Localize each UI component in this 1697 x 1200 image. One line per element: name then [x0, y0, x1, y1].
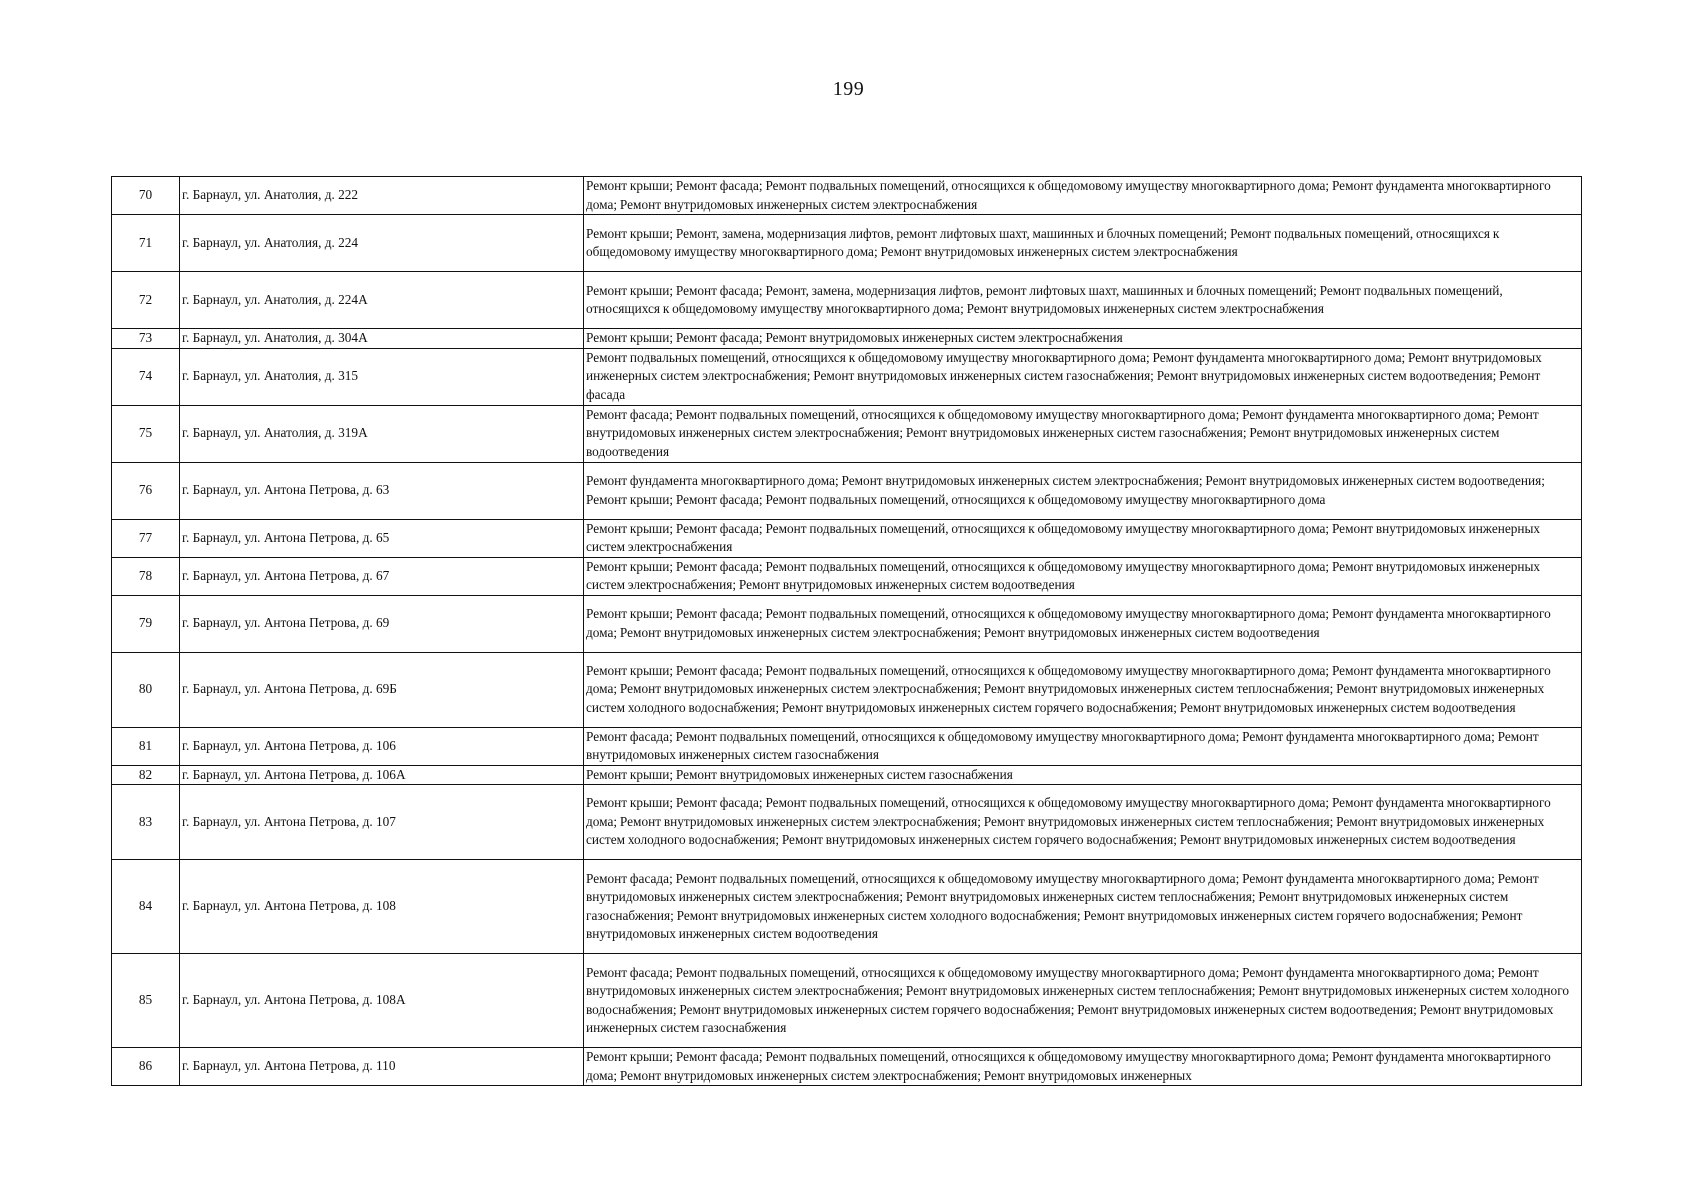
- table-row: [112, 765, 1582, 785]
- row-works: Ремонт подвальных помещений, относящихся к общедомовому имуществу многоквартирного дома; Ремонт фундамента многоквартирного дома; Ремонт внутридомовых инженерных систем электроснабжения; Ремонт внутридомовых инженерных систем газоснабжения; Ремонт внутридомовых инженерных систем водоотведения; Ремонт фасада: [584, 348, 1582, 405]
- table-row: [112, 405, 1582, 462]
- row-address: г. Барнаул, ул. Анатолия, д. 222: [180, 177, 584, 215]
- row-address: г. Барнаул, ул. Антона Петрова, д. 67: [180, 557, 584, 595]
- row-works: Ремонт крыши; Ремонт фасада; Ремонт подвальных помещений, относящихся к общедомовому имуществу многоквартирного дома; Ремонт фундамента многоквартирного дома; Ремонт внутридомовых инженерных систем электроснабжения; Ремонт внутридомовых инженерных: [584, 1048, 1582, 1086]
- row-number: 80: [112, 652, 180, 727]
- table-row: [112, 557, 1582, 595]
- row-works: Ремонт крыши; Ремонт фасада; Ремонт подвальных помещений, относящихся к общедомовому имуществу многоквартирного дома; Ремонт фундамента многоквартирного дома; Ремонт внутридомовых инженерных систем электроснабжения; Ремонт внутридомовых инженерных систем водоотведения: [584, 595, 1582, 652]
- table-row: [112, 785, 1582, 860]
- table-row: [112, 215, 1582, 272]
- row-works: Ремонт крыши; Ремонт фасада; Ремонт, замена, модернизация лифтов, ремонт лифтовых шахт, машинных и блочных помещений; Ремонт подвальных помещений, относящихся к общедомовому имуществу многоквартирного дома; Ремонт внутридомовых инженерных систем электроснабжения: [584, 272, 1582, 329]
- row-works: Ремонт крыши; Ремонт фасада; Ремонт подвальных помещений, относящихся к общедомовому имуществу многоквартирного дома; Ремонт фундамента многоквартирного дома; Ремонт внутридомовых инженерных систем электроснабжения: [584, 177, 1582, 215]
- row-number: 86: [112, 1048, 180, 1086]
- row-number: 72: [112, 272, 180, 329]
- row-works: Ремонт крыши; Ремонт фасада; Ремонт подвальных помещений, относящихся к общедомовому имуществу многоквартирного дома; Ремонт внутридомовых инженерных систем электроснабжения; Ремонт внутридомовых инженерных систем водоотведения: [584, 557, 1582, 595]
- row-works: Ремонт фундамента многоквартирного дома; Ремонт внутридомовых инженерных систем электроснабжения; Ремонт внутридомовых инженерных систем водоотведения; Ремонт крыши; Ремонт фасада; Ремонт подвальных помещений, относящихся к общедомовому имуществу многоквартирного дома: [584, 462, 1582, 519]
- row-works: Ремонт крыши; Ремонт внутридомовых инженерных систем газоснабжения: [584, 765, 1582, 785]
- row-address: г. Барнаул, ул. Анатолия, д. 224А: [180, 272, 584, 329]
- row-number: 71: [112, 215, 180, 272]
- row-works: Ремонт фасада; Ремонт подвальных помещений, относящихся к общедомовому имуществу многоквартирного дома; Ремонт фундамента многоквартирного дома; Ремонт внутридомовых инженерных систем электроснабжения; Ремонт внутридомовых инженерных систем теплоснабжения; Ремонт внутридомовых инженерных систем холодного водоснабжения; Ремонт внутридомовых инженерных систем горячего водоснабжения; Ремонт внутридомовых инженерных систем водоотведения; Ремонт внутридомовых инженерных систем газоснабжения: [584, 954, 1582, 1048]
- row-number: 73: [112, 329, 180, 349]
- repair-works-table: [111, 176, 1582, 1086]
- row-address: г. Барнаул, ул. Антона Петрова, д. 107: [180, 785, 584, 860]
- row-address: г. Барнаул, ул. Антона Петрова, д. 69: [180, 595, 584, 652]
- table-row: [112, 727, 1582, 765]
- row-address: г. Барнаул, ул. Анатолия, д. 224: [180, 215, 584, 272]
- row-works: Ремонт фасада; Ремонт подвальных помещений, относящихся к общедомовому имуществу многоквартирного дома; Ремонт фундамента многоквартирного дома; Ремонт внутридомовых инженерных систем электроснабжения; Ремонт внутридомовых инженерных систем газоснабжения; Ремонт внутридомовых инженерных систем водоотведения: [584, 405, 1582, 462]
- table-row: [112, 348, 1582, 405]
- row-number: 75: [112, 405, 180, 462]
- row-number: 76: [112, 462, 180, 519]
- row-address: г. Барнаул, ул. Антона Петрова, д. 110: [180, 1048, 584, 1086]
- row-works: Ремонт фасада; Ремонт подвальных помещений, относящихся к общедомовому имуществу многоквартирного дома; Ремонт фундамента многоквартирного дома; Ремонт внутридомовых инженерных систем электроснабжения; Ремонт внутридомовых инженерных систем теплоснабжения; Ремонт внутридомовых инженерных систем газоснабжения; Ремонт внутридомовых инженерных систем холодного водоснабжения; Ремонт внутридомовых инженерных систем горячего водоснабжения; Ремонт внутридомовых инженерных систем водоотведения: [584, 860, 1582, 954]
- row-number: 78: [112, 557, 180, 595]
- row-works: Ремонт крыши; Ремонт фасада; Ремонт внутридомовых инженерных систем электроснабжения: [584, 329, 1582, 349]
- table-row: [112, 954, 1582, 1048]
- row-number: 77: [112, 519, 180, 557]
- table-row: [112, 595, 1582, 652]
- row-address: г. Барнаул, ул. Антона Петрова, д. 63: [180, 462, 584, 519]
- row-number: 83: [112, 785, 180, 860]
- table-row: [112, 177, 1582, 215]
- row-address: г. Барнаул, ул. Антона Петрова, д. 69Б: [180, 652, 584, 727]
- row-address: г. Барнаул, ул. Анатолия, д. 315: [180, 348, 584, 405]
- row-number: 74: [112, 348, 180, 405]
- row-number: 79: [112, 595, 180, 652]
- table-row: [112, 272, 1582, 329]
- page-number: 199: [832, 78, 865, 100]
- table-row: [112, 462, 1582, 519]
- table-row: [112, 329, 1582, 349]
- row-address: г. Барнаул, ул. Антона Петрова, д. 65: [180, 519, 584, 557]
- row-works: Ремонт крыши; Ремонт фасада; Ремонт подвальных помещений, относящихся к общедомовому имуществу многоквартирного дома; Ремонт внутридомовых инженерных систем электроснабжения: [584, 519, 1582, 557]
- row-address: г. Барнаул, ул. Анатолия, д. 319А: [180, 405, 584, 462]
- row-works: Ремонт крыши; Ремонт фасада; Ремонт подвальных помещений, относящихся к общедомовому имуществу многоквартирного дома; Ремонт фундамента многоквартирного дома; Ремонт внутридомовых инженерных систем электроснабжения; Ремонт внутридомовых инженерных систем теплоснабжения; Ремонт внутридомовых инженерных систем холодного водоснабжения; Ремонт внутридомовых инженерных систем горячего водоснабжения; Ремонт внутридомовых инженерных систем водоотведения: [584, 652, 1582, 727]
- row-works: Ремонт крыши; Ремонт, замена, модернизация лифтов, ремонт лифтовых шахт, машинных и блочных помещений; Ремонт подвальных помещений, относящихся к общедомовому имуществу многоквартирного дома; Ремонт внутридомовых инженерных систем электроснабжения: [584, 215, 1582, 272]
- row-number: 82: [112, 765, 180, 785]
- row-address: г. Барнаул, ул. Антона Петрова, д. 106: [180, 727, 584, 765]
- row-address: г. Барнаул, ул. Антона Петрова, д. 108: [180, 860, 584, 954]
- row-works: Ремонт крыши; Ремонт фасада; Ремонт подвальных помещений, относящихся к общедомовому имуществу многоквартирного дома; Ремонт фундамента многоквартирного дома; Ремонт внутридомовых инженерных систем электроснабжения; Ремонт внутридомовых инженерных систем теплоснабжения; Ремонт внутридомовых инженерных систем холодного водоснабжения; Ремонт внутридомовых инженерных систем горячего водоснабжения; Ремонт внутридомовых инженерных систем водоотведения: [584, 785, 1582, 860]
- row-address: г. Барнаул, ул. Антона Петрова, д. 108А: [180, 954, 584, 1048]
- table-row: [112, 1048, 1582, 1086]
- row-number: 85: [112, 954, 180, 1048]
- table-row: [112, 519, 1582, 557]
- row-address: г. Барнаул, ул. Анатолия, д. 304А: [180, 329, 584, 349]
- row-works: Ремонт фасада; Ремонт подвальных помещений, относящихся к общедомовому имуществу многоквартирного дома; Ремонт фундамента многоквартирного дома; Ремонт внутридомовых инженерных систем газоснабжения: [584, 727, 1582, 765]
- row-address: г. Барнаул, ул. Антона Петрова, д. 106А: [180, 765, 584, 785]
- row-number: 84: [112, 860, 180, 954]
- table-body: [112, 177, 1582, 1086]
- row-number: 81: [112, 727, 180, 765]
- table-row: [112, 860, 1582, 954]
- row-number: 70: [112, 177, 180, 215]
- table-row: [112, 652, 1582, 727]
